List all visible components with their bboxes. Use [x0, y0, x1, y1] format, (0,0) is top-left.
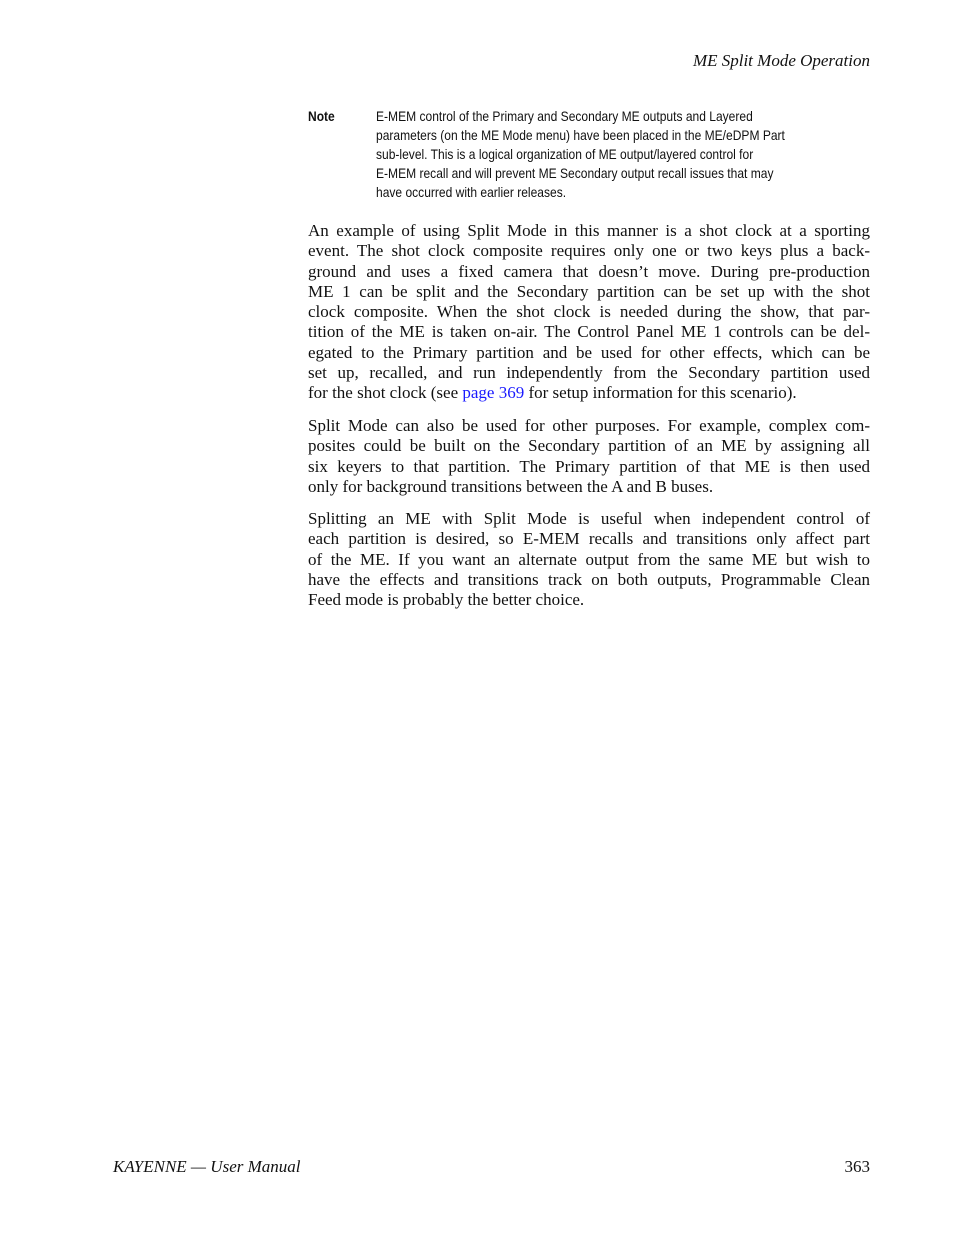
- paragraph-line: each partition is desired, so E-MEM recalls and transitions only affect part: [308, 529, 870, 549]
- paragraph-line: tition of the ME is taken on-air. The Control Panel ME 1 controls can be del-: [308, 322, 870, 342]
- link-prefix-text: for the shot clock (see: [308, 383, 463, 403]
- paragraph-line: Split Mode can also be used for other purposes. For example, complex com-: [308, 416, 870, 435]
- note-line: have occurred with earlier releases.: [376, 184, 567, 200]
- paragraph-line: event. The shot clock composite requires only one or two keys plus a back-: [308, 241, 870, 261]
- footer-page-number: 363: [844, 1157, 870, 1176]
- note-line: sub-level. This is a logical organization of ME output/layered control for: [376, 146, 754, 162]
- paragraph-line: ground and uses a fixed camera that doesn’t move. During pre-production: [308, 261, 870, 281]
- paragraph-line-with-link: [308, 383, 870, 403]
- paragraph-line: set up, recalled, and run independently from the Secondary partition used: [308, 363, 870, 383]
- paragraph-line: An example of using Split Mode in this manner is a shot clock at a sporting: [308, 221, 870, 240]
- paragraph-line: ME 1 can be split and the Secondary partition can be set up with the shot: [308, 281, 870, 301]
- running-header: ME Split Mode Operation: [692, 51, 870, 70]
- paragraph-line: egated to the Primary partition and be used for other effects, which can be: [308, 342, 870, 362]
- footer-manual-title: KAYENNE — User Manual: [113, 1157, 301, 1176]
- paragraph-other-purposes: [308, 416, 870, 497]
- paragraph-line: six keyers to that partition. The Primary partition of that ME is then used: [308, 456, 870, 476]
- paragraph-line: clock composite. When the shot clock is needed during the show, that par-: [308, 302, 870, 322]
- note-line: E-MEM recall and will prevent ME Secondary output recall issues that may: [376, 165, 774, 181]
- paragraph-line: posites could be built on the Secondary partition of an ME by assigning all: [308, 436, 870, 456]
- paragraph-line: Feed mode is probably the better choice.: [308, 590, 585, 610]
- paragraph-splitting-an-me: [308, 509, 870, 610]
- note-line: parameters (on the ME Mode menu) have been placed in the ME/eDPM Part: [376, 127, 785, 143]
- page-369-link[interactable]: page 369: [462, 383, 525, 403]
- note-label: Note: [308, 108, 335, 124]
- paragraph-shot-clock-example: [308, 221, 870, 404]
- note-line: E-MEM control of the Primary and Secondary ME outputs and Layered: [376, 108, 753, 124]
- link-suffix-text: for setup information for this scenario).: [524, 383, 797, 403]
- paragraph-line: Splitting an ME with Split Mode is useful when independent control of: [308, 509, 870, 528]
- paragraph-line: only for background transitions between the A and B buses.: [308, 476, 714, 496]
- note-text: [376, 107, 840, 202]
- paragraph-line: have the effects and transitions track on both outputs, Programmable Clean: [308, 569, 870, 589]
- paragraph-line: of the ME. If you want an alternate output from the same ME but wish to: [308, 549, 870, 569]
